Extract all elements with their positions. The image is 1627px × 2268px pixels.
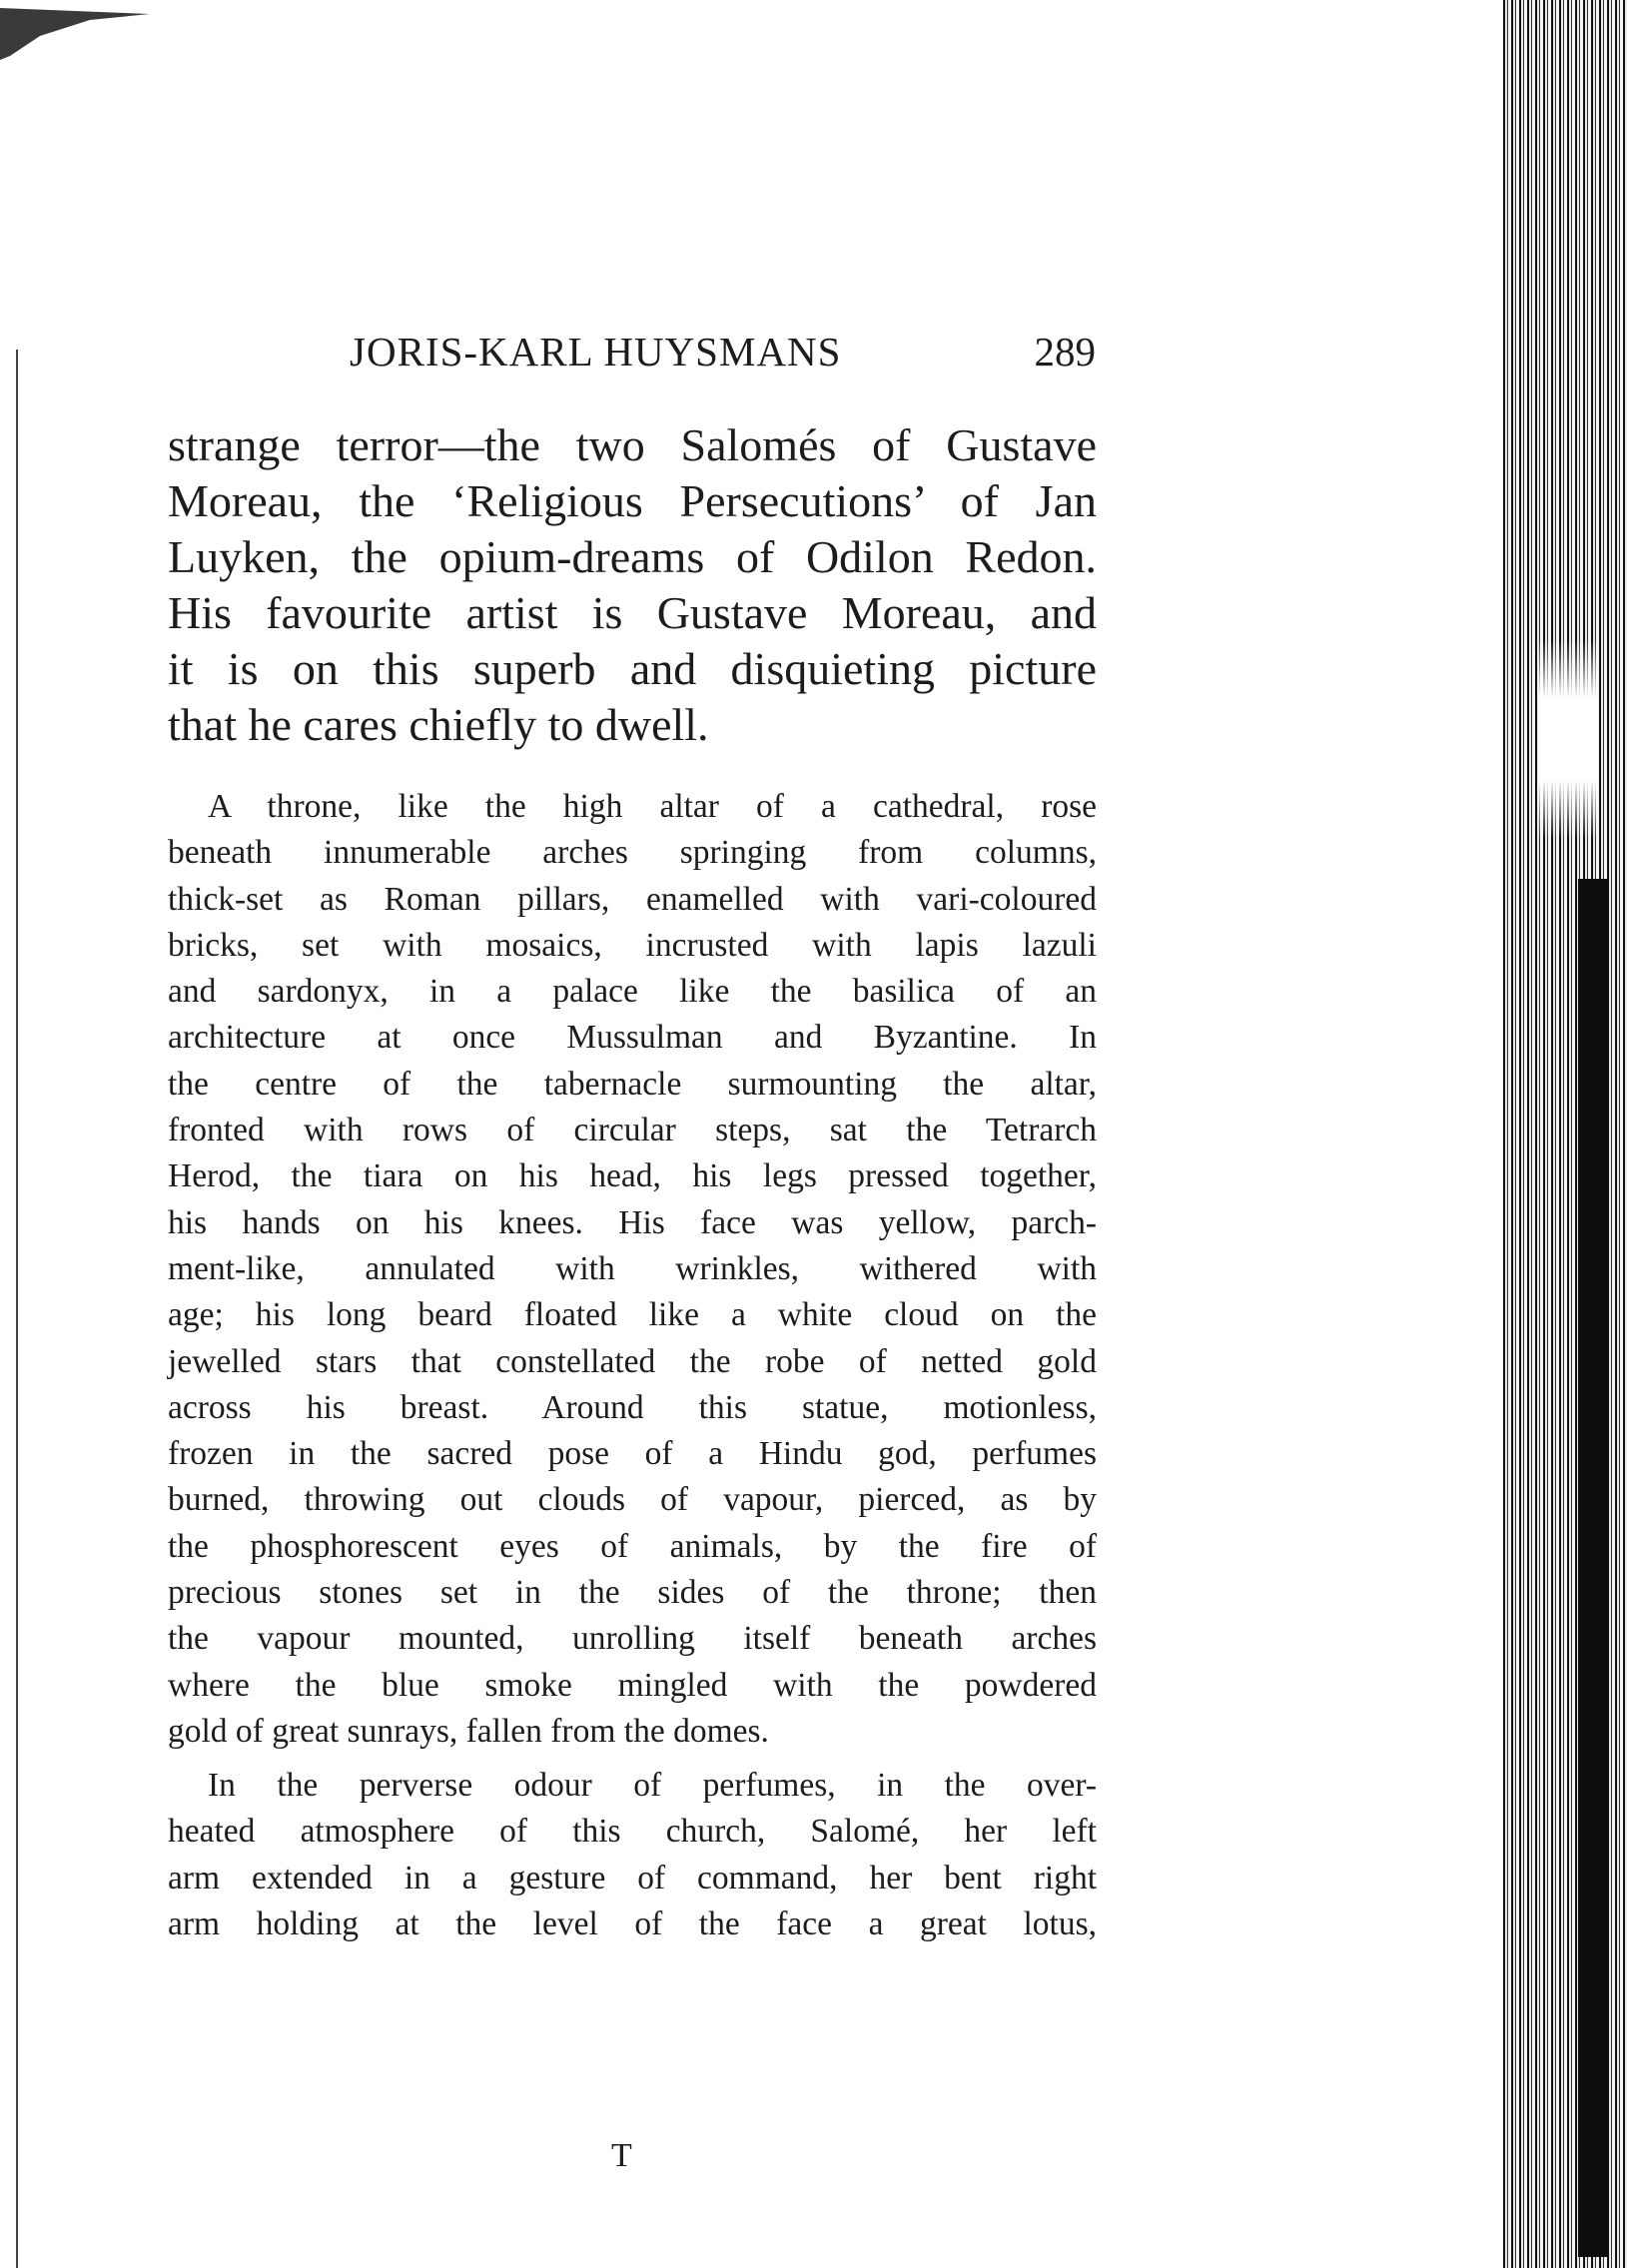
scan-corner-artifact [0,0,150,60]
text-line: Moreau, the ‘Religious Persecutions’ of Jan [168,475,1097,526]
extract-paragraph-2 [168,1763,1097,1947]
text-line: beneath innumerable arches springing from columns, [168,834,1097,872]
text-line: across his breast. Around this statue, motionless, [168,1388,1097,1426]
binding-shadow [1578,879,1608,2257]
text-line: His favourite artist is Gustave Moreau, and [168,587,1097,638]
text-line: fronted with rows of circular steps, sat the Tetrarch [168,1112,1097,1149]
text-line: Luyken, the opium-dreams of Odilon Redon. [168,531,1097,582]
text-line: In the perverse odour of perfumes, in the over- [208,1767,1097,1804]
book-binding-edge [1503,0,1627,2268]
text-line: his hands on his knees. His face was yellow, parch- [168,1203,1097,1241]
text-line: bricks, set with mosaics, incrusted with lapis lazuli [168,926,1097,964]
text-line: age; his long beard floated like a white cloud on the [168,1296,1097,1334]
text-line: where the blue smoke mingled with the powdered [168,1666,1097,1704]
text-line: thick-set as Roman pillars, enamelled with vari-coloured [168,880,1097,918]
text-line: the phosphorescent eyes of animals, by the fire of [168,1527,1097,1565]
running-head [350,328,1096,378]
text-line: Herod, the tiara on his head, his legs pressed together, [168,1157,1097,1195]
running-title: JORIS-KARL HUYSMANS [350,329,842,375]
text-line: it is on this superb and disquieting picture [168,643,1097,694]
text-line: and sardonyx, in a palace like the basilica of an [168,973,1097,1011]
binding-light-gap [1538,639,1598,839]
text-line: A throne, like the high altar of a cathedral, rose [208,788,1097,825]
text-line: heated atmosphere of this church, Salomé, her left [168,1813,1097,1851]
signature-mark: T [611,2137,632,2174]
text-line: gold of great sunrays, fallen from the domes. [168,1712,769,1750]
text-line: ment-like, annulated with wrinkles, withered with [168,1249,1097,1287]
scan-left-edge [16,350,18,2268]
text-line: architecture at once Mussulman and Byzantine. In [168,1019,1097,1057]
lead-paragraph [168,417,1097,753]
extract-paragraph-1 [168,784,1097,1755]
page-number: 289 [1034,329,1096,375]
text-line: that he cares chiefly to dwell. [168,699,709,750]
text-line: frozen in the sacred pose of a Hindu god, perfumes [168,1435,1097,1473]
text-line: burned, throwing out clouds of vapour, pierced, as by [168,1481,1097,1519]
text-line: strange terror—the two Salomés of Gustave [168,419,1097,470]
text-line: the vapour mounted, unrolling itself beneath arches [168,1620,1097,1658]
text-line: precious stones set in the sides of the throne; then [168,1574,1097,1612]
text-line: jewelled stars that constellated the robe of netted gold [168,1342,1097,1380]
text-line: the centre of the tabernacle surmounting the altar, [168,1065,1097,1103]
text-line: arm holding at the level of the face a great lotus, [168,1904,1097,1942]
text-line: arm extended in a gesture of command, her bent right [168,1859,1097,1896]
